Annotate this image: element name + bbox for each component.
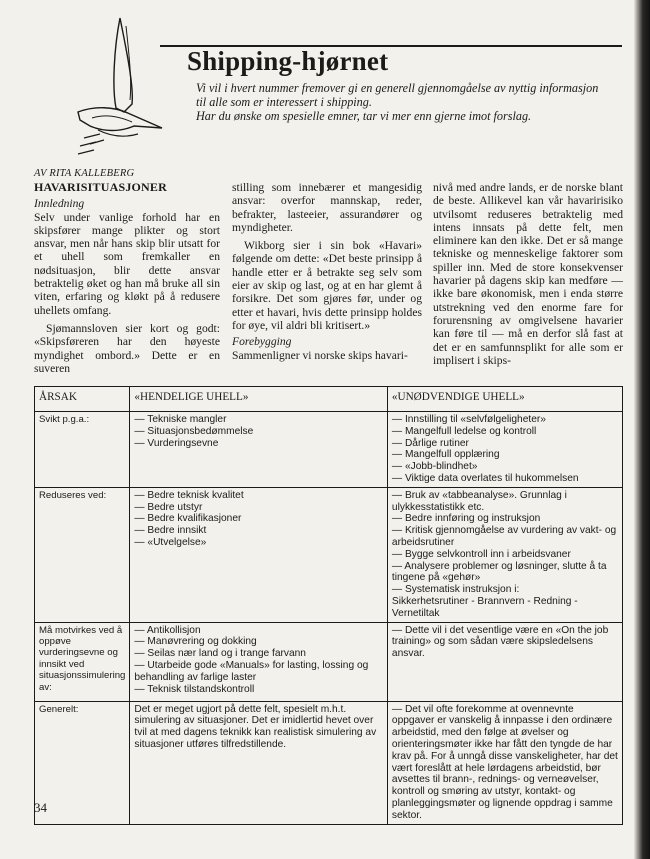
article-paragraph-1: Selv under vanlige forhold har en skipsfører mange plikter og stort ansvar, men når hans skip blir utsatt for et uhell som fremkaller en nødsituasjon, blir dette ansvar betraktelig øket og han må bruke all sin viten, erfaring og kløkt på å redusere uhellets omfang. [34,210,220,317]
table-cell [387,487,622,622]
list-item: — Dårlige rutiner [391,437,469,449]
row-label: Må motvirkes ved å oppøve vurderingsevne og innsikt ved situasjonssimulering av: [35,622,130,701]
table-row [35,701,623,824]
byline: AV RITA KALLEBERG [34,168,135,179]
row-label: Generelt: [35,701,130,824]
section-heading: HAVARISITUASJONER [34,180,167,194]
list-item: — Vurderingsevne [134,437,219,449]
page-title: Shipping-hjørnet [187,46,389,76]
list-item: — Dette vil i det vesentlige være en «On the job training» og som sådan være skipsledelsens ansvar. [391,624,609,660]
table-cell [130,622,388,701]
list-item: — Viktige data overlates til hukommelsen [391,472,579,484]
list-item: — Bruk av «tabbeanalyse». Grunnlag i ulykkesstatistikk etc. [391,489,567,513]
article-column-3 [433,181,623,367]
table-cell [130,487,388,622]
list-item: — Teknisk tilstandskontroll [134,683,255,695]
article-paragraph-4-end: nivå med andre lands, er de norske blant de beste. Allikevel kan vår havaririsiko utvilsomt reduseres betraktelig med intens innsats på dette felt, men eliminere kan den ikke. Det er så mange tekniske og menneskelige faktorer som spiller inn. Med de store konsekvenser havarier på dagens skip kan medføre — ikke bare økonomisk, men i enda større utstrekning ved den enorme fare for forurensning av omgivelsene havarier kan føre til — må en derfor slå fast at det er en samfunnsplikt for alle som er implisert i skips- [433,181,623,367]
list-item: Det er meget ugjort på dette felt, spesielt m.h.t. simulering av situasjoner. Det er imidlertid hevet over tvil at med dagens teknikk kan realistisk simulering av situasjoner utføres tilfredstillende. [134,703,377,750]
article-column-2 [232,181,422,362]
list-item: — Utarbeide gode «Manuals» for lasting, lossing og behandling av farlige laster [134,659,369,683]
table-cell [130,412,388,488]
list-item: — Mangelfull opplæring [391,449,500,461]
table-cell [387,622,622,701]
list-item: — Det vil ofte forekomme at ovennevnte oppgaver er vanskelig å innpasse i den ordinære arbeidstid, med den følge at øvelser og orienteringsmøter ikke har fått den tyngde de har krav på. For å unngå disse vanskeligheter, har det vært foreslått at hele lørdagens arbeidstid, bør avsettes til brann-, rednings- og verneøvelser, kontroll og smøring av utstyr, kontakt- og planleggingsmøter og lignende oppdrag i samme sektor. [391,703,618,821]
table-cell [130,701,388,824]
subheading-forebygging: Forebygging [232,335,292,349]
table-header-cell: «HENDELIGE UHELL» [130,387,388,412]
list-item: — Kritisk gjennomgåelse av vurdering av vakt- og arbeidsrutiner [391,525,617,548]
table-header-cell: ÅRSAK [35,387,130,412]
intro-paragraph-1: Vi vil i hvert nummer fremover gi en generell gjennomgåelse av nyttig informasjon til alle som er interessert i shipping. [196,81,599,110]
seagull-logo [74,8,170,158]
table-row [35,622,623,701]
article-column-1 [34,181,220,375]
table-header-cell: «UNØDVENDIGE UHELL» [387,387,622,412]
list-item: Sikkerhetsrutiner - Brannvern - Redning - Vernetiltak [391,595,578,619]
list-item: — Innstilling til «selvfølgeligheter» [391,414,546,425]
accident-cause-table [34,386,623,825]
subheading-innledning: Innledning [34,197,85,211]
table-header-row [35,387,623,412]
article-paragraph-2-end: stilling som innebærer et mangesidig ansvar: overfor mannskap, reder, befrakter, lasteeier, assurandører og myndigheter. [232,181,422,234]
list-item: — Bedre kvalifikasjoner [134,513,242,525]
list-item: — Situasjonsbedømmelse [134,425,254,437]
article-paragraph-2-start: Sjømannsloven sier kort og godt: «Skipsføreren har den høyeste myndighet ombord.» Dette er en suveren [34,321,220,375]
list-item: — «Utvelgelse» [134,536,207,548]
list-item: — Analysere problemer og løsninger, slutte å ta tingene på «gehør» [391,560,607,584]
list-item: — Manøvrering og dokking [134,636,257,648]
intro-text [196,81,608,124]
table-cell [387,701,622,824]
list-item: — Bedre innsikt [134,525,207,537]
table-row [35,412,623,488]
list-item: — Bedre innføring og instruksjon [391,513,541,525]
row-label: Svikt p.g.a.: [35,412,130,488]
list-item: — Bedre teknisk kvalitet [134,489,244,501]
table-row [35,487,623,622]
page-number: 34 [34,800,47,815]
list-item: — Tekniske mangler [134,414,227,425]
row-label: Reduseres ved: [35,487,130,622]
article-paragraph-4-start: Sammenligner vi norske skips havari- [232,348,408,362]
list-item: — Bedre utstyr [134,501,203,513]
page-binding-edge [634,0,650,859]
list-item: — Seilas nær land og i trange farvann [134,648,306,660]
list-item: — Bygge selvkontroll inn i arbeidsvaner [391,548,571,560]
intro-paragraph-2: Har du ønske om spesielle emner, tar vi mer enn gjerne imot forslag. [196,109,532,124]
list-item: — Mangelfull ledelse og kontroll [391,425,537,437]
list-item: — Systematisk instruksjon i: [391,584,520,596]
table-cell [387,412,622,488]
article-paragraph-3: Wikborg sier i sin bok «Havari» følgende om dette: «Det beste prinsipp å handle etter er å betrakte seg selv som eier av skip og last, og at en har glemt å forsikre. Det som gjøres før, under og etter et havari, hvis dette prinsipp holdes for øye, vil aldri bli kritisert.» [232,239,422,332]
list-item: — «Jobb-blindhet» [391,461,478,473]
list-item: — Antikollisjon [134,624,201,636]
